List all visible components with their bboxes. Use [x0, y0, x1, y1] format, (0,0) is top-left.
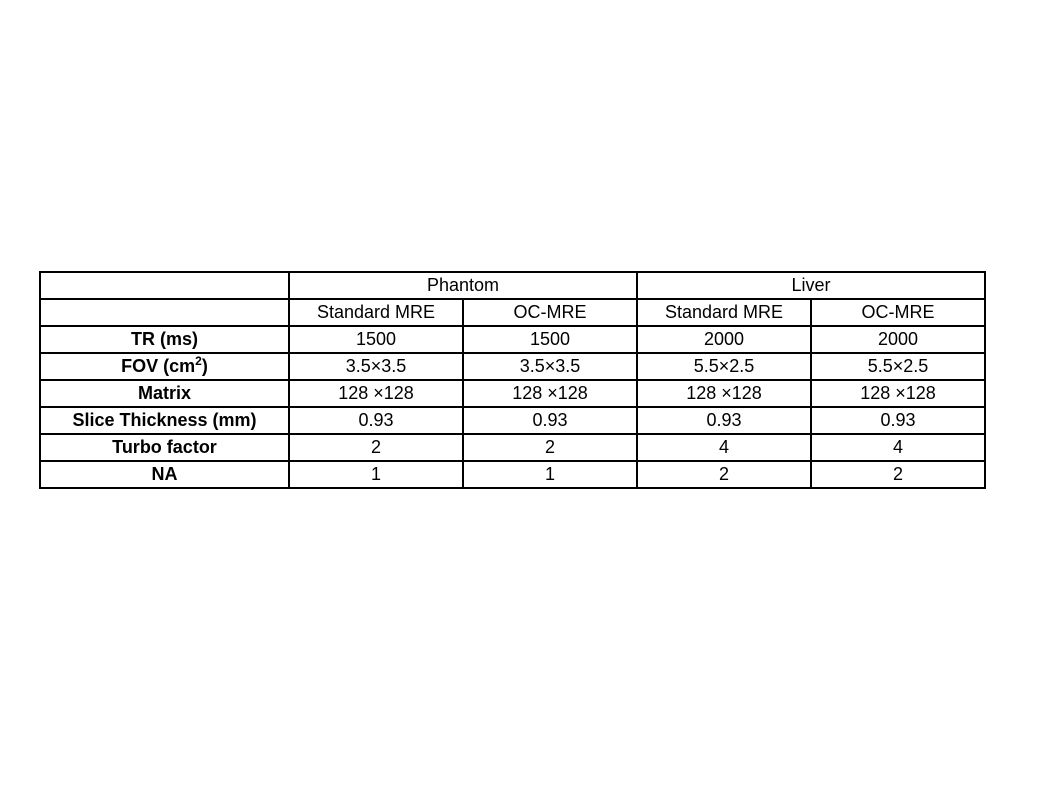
group-header-liver: Liver [637, 272, 985, 299]
table-cell: 128 ×128 [289, 380, 463, 407]
row-label: FOV $(cm^2)$ [40, 353, 289, 380]
table-cell: 5.5×2.5 [637, 353, 811, 380]
table-cell: 2 [289, 434, 463, 461]
table-row [40, 461, 985, 488]
corner-cell [40, 272, 289, 299]
table-cell: 2 [811, 461, 985, 488]
table-cell: 4 [811, 434, 985, 461]
table-cell: 2 [637, 461, 811, 488]
subheader-liver-standard-mre: Standard MRE [637, 299, 811, 326]
table-row [40, 353, 985, 380]
table-row [40, 380, 985, 407]
group-header-row [40, 272, 985, 299]
table-row [40, 407, 985, 434]
row-label: Matrix [40, 380, 289, 407]
subheader-liver-oc-mre: OC-MRE [811, 299, 985, 326]
table-cell: 0.93 [811, 407, 985, 434]
table-cell: 1 [289, 461, 463, 488]
table-cell: 3.5×3.5 [289, 353, 463, 380]
table-cell: 3.5×3.5 [463, 353, 637, 380]
table-cell: 128 ×128 [463, 380, 637, 407]
row-label: TR (ms) [40, 326, 289, 353]
table-cell: 0.93 [463, 407, 637, 434]
table-cell: 4 [637, 434, 811, 461]
table-cell: 1500 [289, 326, 463, 353]
row-label: Slice Thickness (mm) [40, 407, 289, 434]
table-cell: 5.5×2.5 [811, 353, 985, 380]
subheader-phantom-standard-mre: Standard MRE [289, 299, 463, 326]
row-label: NA [40, 461, 289, 488]
table-cell: 0.93 [289, 407, 463, 434]
subheader-row [40, 299, 985, 326]
row-label: Turbo factor [40, 434, 289, 461]
table-cell: 2 [463, 434, 637, 461]
group-header-phantom: Phantom [289, 272, 637, 299]
table-cell: 0.93 [637, 407, 811, 434]
table-row [40, 326, 985, 353]
subheader-phantom-oc-mre: OC-MRE [463, 299, 637, 326]
table-row [40, 434, 985, 461]
parameters-table [39, 271, 986, 489]
superscript: 2 [195, 354, 202, 368]
table-cell: 128 ×128 [811, 380, 985, 407]
table-cell: 2000 [811, 326, 985, 353]
corner-cell-sub [40, 299, 289, 326]
table-cell: 2000 [637, 326, 811, 353]
table-cell: 1 [463, 461, 637, 488]
table-cell: 1500 [463, 326, 637, 353]
table-cell: 128 ×128 [637, 380, 811, 407]
